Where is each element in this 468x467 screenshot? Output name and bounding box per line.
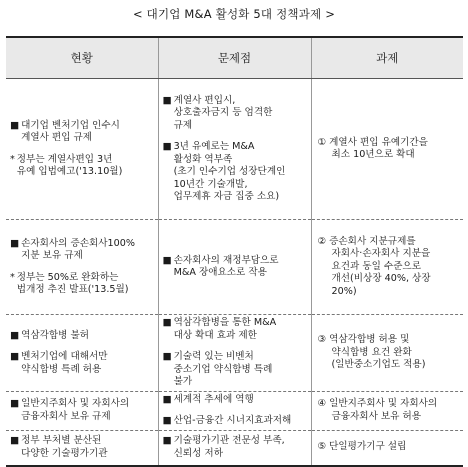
table-row [6,315,463,392]
task-cell [311,315,463,392]
status-text [21,398,154,423]
header-row [6,37,463,79]
problem-item [163,394,308,407]
task-line: ① 계열사 편입 유예기간을 [317,136,428,148]
problem-item [163,95,308,133]
bullet-mark: ■ [162,254,172,266]
task-cell [311,79,463,220]
bullet-mark: ■ [162,415,172,426]
problem-line: (초기 인수기업 성장단계인 [173,166,286,177]
task-cell [311,430,463,466]
header-status: 현황 [6,37,158,79]
task-line: ② 증손회사 지분규제를 [317,235,416,247]
problem-line: 산업-금융간 시너지효과저해 [173,415,292,426]
bullet-mark: ■ [162,393,172,405]
status-text [21,120,154,145]
task-line: 최소 10년으로 확대 [331,149,415,160]
header-problem: 문제점 [158,37,311,79]
task-line: 요건과 동일 수준으로 [331,260,422,272]
status-line: 벤처기업에 대해서만 [21,351,108,362]
status-line: 유예 입법예고('13.10월) [16,166,123,177]
bullet-mark: ■ [162,435,172,446]
status-cell [6,220,158,315]
bullet-mark: ■ [162,351,172,362]
status-line: 금융자회사 보유 규제 [21,410,111,422]
bullet-mark: ■ [162,141,172,152]
policy-table [6,36,463,467]
problem-line: 상호출자금지 등 엄격한 [173,107,273,118]
bullet-mark: ■ [162,94,172,106]
problem-cell [158,315,311,392]
status-line: 일반지주회사 및 자회사의 [21,398,130,409]
problem-item [163,317,308,342]
problem-line: 3년 유예로는 M&A [173,141,255,152]
problem-text [174,95,308,133]
status-line: 대기업 벤처기업 인수시 [21,119,120,131]
problem-line: 중소기업 약식합병 특례 [173,363,273,375]
problem-line: 불가 [173,376,193,387]
problem-cell [158,430,311,466]
status-item [10,330,155,343]
bullet-mark: ■ [10,435,20,446]
bullet-mark: ■ [10,119,20,131]
problem-line: 기술력 있는 비벤처 [173,351,254,362]
status-item [10,154,155,179]
header-task: 과제 [311,37,463,79]
problem-cell [158,220,311,315]
problem-line: 규제 [173,119,193,131]
bullet-mark: ■ [10,329,20,341]
problem-line: 업무제휴 자금 집중 소요) [173,191,280,202]
status-line: 손자회사의 증손회사100% [21,237,135,249]
status-line: 정부는 50%로 완화하는 [16,271,119,283]
status-line: 계열사 편입 규제 [21,132,93,143]
problem-item [163,351,308,389]
task-line: 약식합병 요건 완화 [331,346,412,358]
bullet-mark: ■ [10,237,20,249]
task-line: ④ 일반지주회사 및 자회사의 [317,398,438,409]
status-text [17,272,155,297]
problem-text [174,255,308,280]
problem-item [163,415,308,428]
problem-item [163,435,308,460]
bullet-mark: ■ [162,317,172,328]
bullet-mark: ■ [10,398,20,409]
status-cell [6,391,158,430]
problem-line: 손자회사의 재정부담으로 [173,254,279,266]
problem-line: M&A 장애요소로 작용 [173,267,267,278]
status-item [10,351,155,376]
task-line: ⑤ 단일평가기구 설립 [317,441,407,453]
status-line: 약식합병 특례 허용 [21,363,102,375]
table-row [6,430,463,466]
problem-line: 활성화 역부족 [173,153,233,165]
task-cell [311,391,463,430]
table-title: < 대기업 M&A 활성화 5대 정책과제 > [132,7,336,21]
bullet-mark: ■ [10,351,20,362]
note-mark: * [10,153,15,165]
note-mark: * [10,271,15,283]
status-line: 지분 보유 규제 [21,250,83,261]
problem-text [174,435,308,460]
task-line: 자회사·손자회사 지분을 [331,248,431,260]
problem-line: 신뢰성 저하 [173,447,223,459]
problem-line: 10년간 기술개발, [173,178,248,190]
status-text [17,154,155,179]
status-text [21,351,154,376]
problem-cell [158,391,311,430]
status-line: 다양한 기술평가기관 [21,447,108,459]
problem-item [163,141,308,204]
status-line: 정부 부처별 분산된 [21,435,102,446]
problem-cell [158,79,311,220]
problem-line: 세계적 추세에 역행 [173,393,254,405]
status-line: 정부는 계열사편입 3년 [16,153,113,165]
problem-item [163,255,308,280]
status-item [10,238,155,263]
task-line: (일반중소기업도 적용) [331,359,426,370]
table-row [6,220,463,315]
problem-line: 기술평가기관 전문성 부족, [173,435,285,446]
status-line: 역삼각합병 불허 [21,329,90,341]
status-cell [6,315,158,392]
status-item [10,272,155,297]
task-line: 20%) [331,285,357,297]
status-text [21,238,154,263]
task-line: ③ 역삼각합병 허용 및 [317,334,410,345]
status-cell [6,430,158,466]
problem-text [174,351,308,389]
status-item [10,398,155,423]
problem-text [174,317,308,342]
status-text [21,435,154,460]
task-cell [311,220,463,315]
table-row [6,79,463,220]
problem-line: 역삼각합병을 통한 M&A [173,317,277,328]
problem-text [174,394,308,407]
problem-text [174,141,308,204]
table-row [6,391,463,430]
status-line: 법개정 추진 발표('13.5월) [16,284,129,295]
problem-text [174,415,308,428]
task-line: 개선(비상장 40%, 상장 [331,273,431,285]
status-cell [6,79,158,220]
status-text [21,330,154,343]
status-item [10,120,155,145]
status-item [10,435,155,460]
problem-line: 계열사 편입시, [173,94,236,106]
problem-line: 대상 확대 효과 제한 [173,329,257,341]
task-line: 금융자회사 보유 허용 [331,410,422,422]
